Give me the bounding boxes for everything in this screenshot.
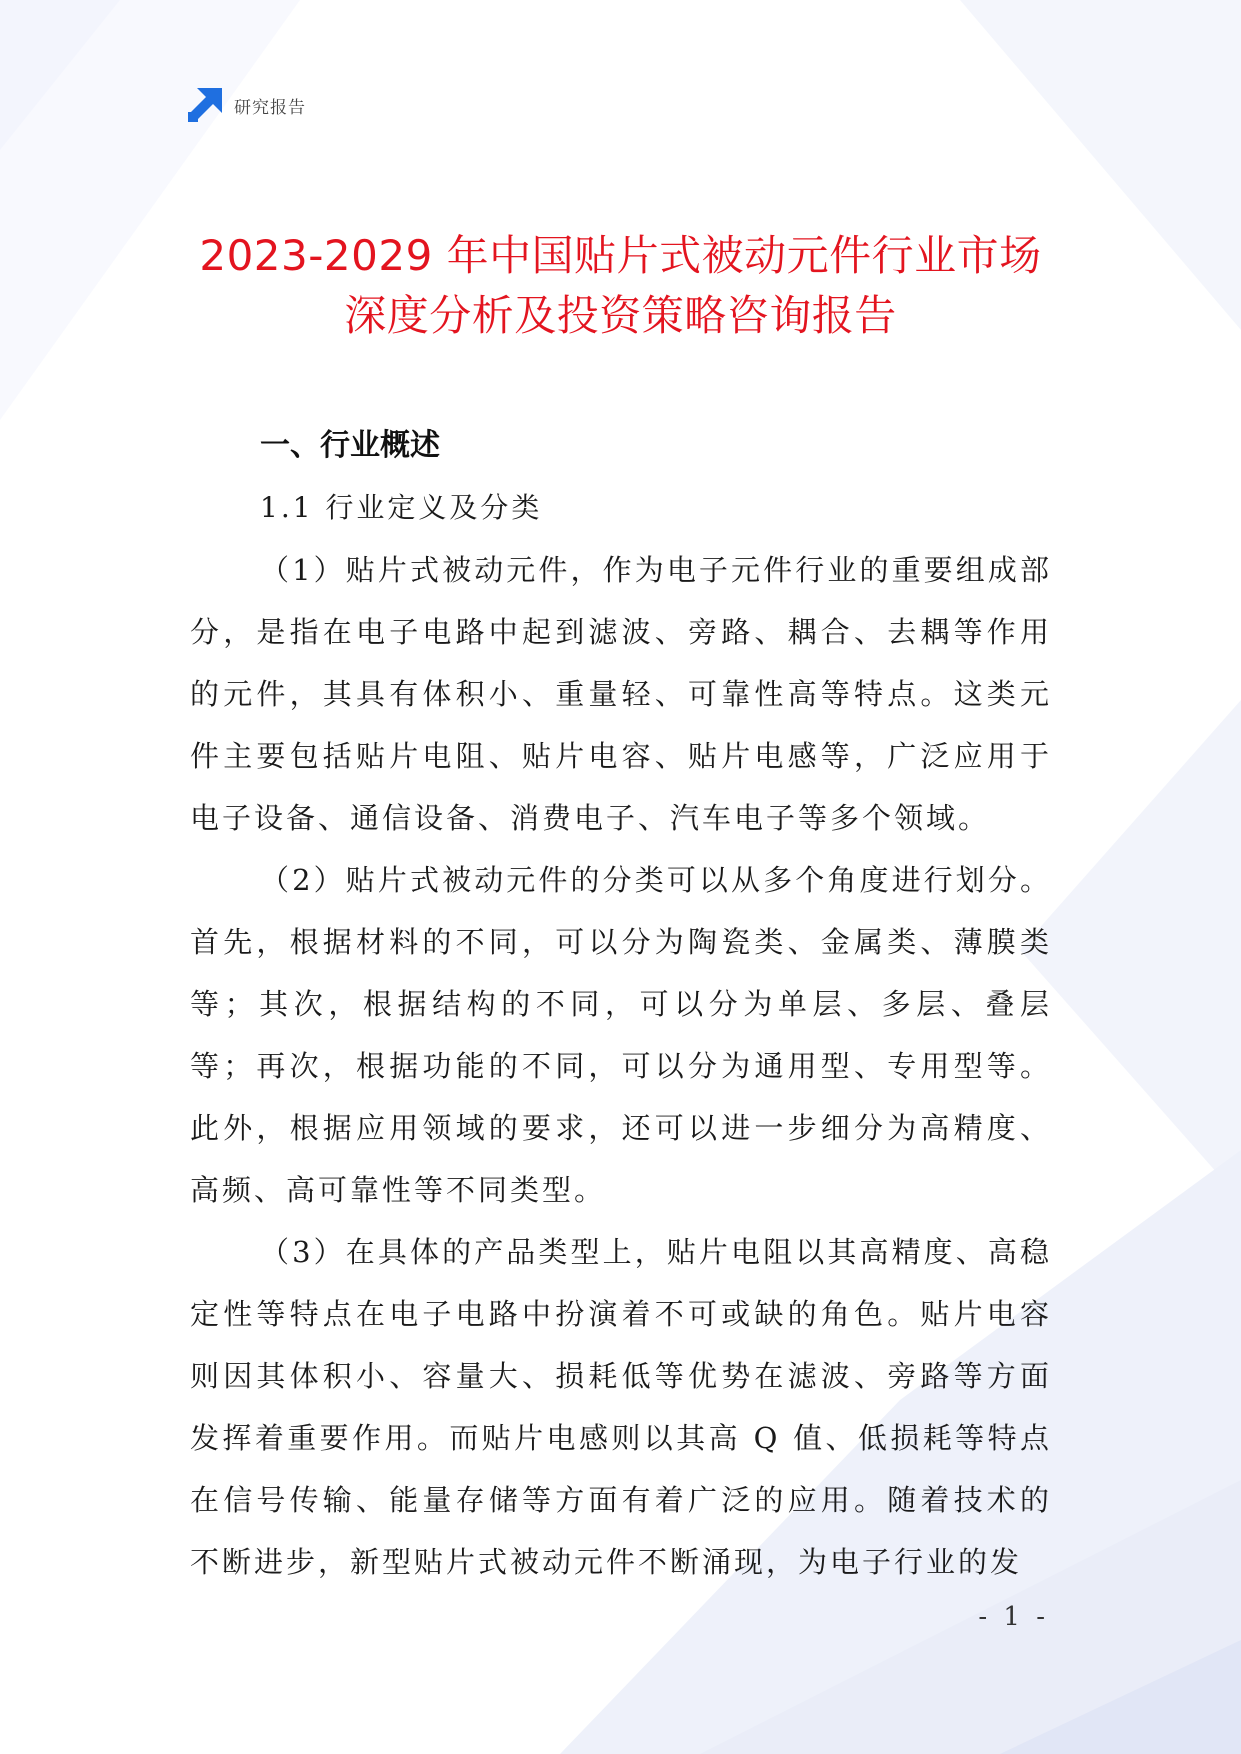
arrow-up-right-logo-icon bbox=[188, 88, 222, 122]
paragraph-3: （3）在具体的产品类型上，贴片电阻以其高精度、高稳定性等特点在电子电路中扮演着不可或缺的角色。贴片电容则因其体积小、容量大、损耗低等优势在滤波、旁路等方面发挥着重要作用。而贴片电感则以其高 Q 值、低损耗等特点在信号传输、能量存储等方面有着广泛的应用。随着技术的不断进步，新型贴片式被动元件不断涌现，为电子行业的发 bbox=[190, 1235, 1052, 1579]
paragraph-2: （2）贴片式被动元件的分类可以从多个角度进行划分。首先，根据材料的不同，可以分为陶瓷类、金属类、薄膜类等；其次，根据结构的不同，可以分为单层、多层、叠层等；再次，根据功能的不同，可以分为通用型、专用型等。此外，根据应用领域的要求，还可以进一步细分为高精度、高频、高可靠性等不同类型。 bbox=[190, 863, 1052, 1207]
page-number: - 1 - bbox=[978, 1602, 1049, 1632]
paragraph-1: （1）贴片式被动元件，作为电子元件行业的重要组成部分，是指在电子电路中起到滤波、旁路、耦合、去耦等作用的元件，其具有体积小、重量轻、可靠性高等特点。这类元件主要包括贴片电阻、贴片电容、贴片电感等，广泛应用于电子设备、通信设备、消费电子、汽车电子等多个领域。 bbox=[190, 553, 1052, 835]
report-body bbox=[190, 415, 1052, 1593]
subsection-heading: 1.1 行业定义及分类 bbox=[260, 491, 543, 524]
report-title-line-2: 深度分析及投资策略咨询报告 bbox=[344, 291, 897, 340]
section-heading: 一、行业概述 bbox=[260, 428, 440, 463]
report-header bbox=[188, 88, 306, 122]
report-title-line-1: 2023-2029 年中国贴片式被动元件行业市场 bbox=[199, 231, 1042, 280]
header-label: 研究报告 bbox=[234, 97, 306, 118]
